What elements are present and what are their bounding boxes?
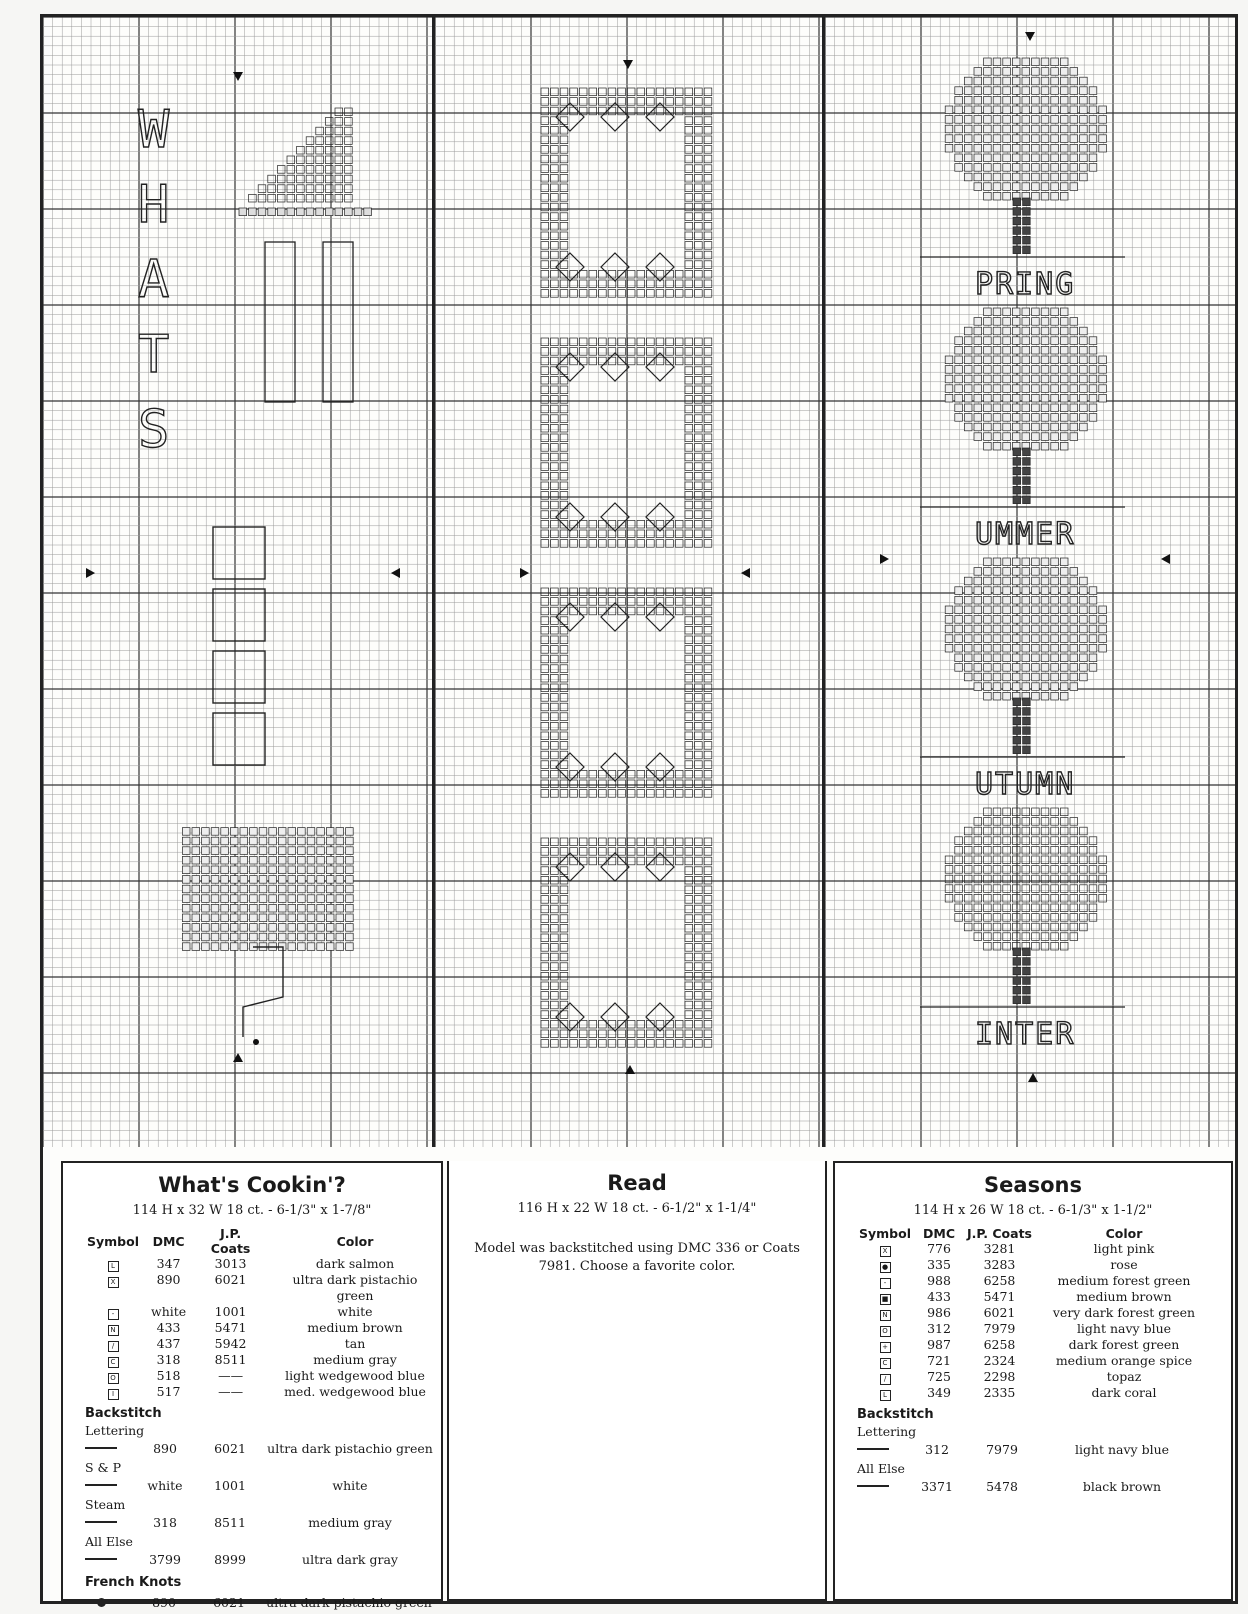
header-dmc: DMC xyxy=(152,1233,185,1249)
dmc-value: 347 xyxy=(156,1256,181,1271)
jp-coats-value: 5471 xyxy=(214,1320,247,1335)
legend-row xyxy=(853,1305,1210,1321)
letter-whats: H xyxy=(138,175,172,235)
charts-area xyxy=(43,17,1235,1147)
jp-coats-value: 6021 xyxy=(983,1305,1016,1320)
key-read xyxy=(447,1161,827,1601)
stitch-symbol-icon: C xyxy=(108,1357,119,1368)
chart-read-grid xyxy=(435,17,822,1147)
tree-trunk-4 xyxy=(1013,948,1030,1004)
backstitch-label: Lettering xyxy=(857,1424,917,1439)
dmc-value: 725 xyxy=(927,1369,951,1384)
dmc-value: white xyxy=(147,1477,183,1493)
color-name: medium gray xyxy=(313,1352,397,1367)
legend-row xyxy=(81,1256,441,1272)
legend-row xyxy=(853,1369,1210,1385)
tree-trunk-1 xyxy=(1013,198,1030,254)
legend-row xyxy=(81,1272,441,1304)
key-whats-cookin xyxy=(61,1161,443,1610)
salt-shaker xyxy=(265,242,295,402)
key-title: Read xyxy=(607,1171,667,1195)
letter-whats: W xyxy=(138,100,172,160)
stitch-symbol-icon: O xyxy=(108,1373,119,1384)
color-name: light wedgewood blue xyxy=(285,1368,425,1383)
stitch-symbol-icon: X xyxy=(108,1277,119,1288)
dmc-value: 312 xyxy=(927,1321,951,1336)
backstitch-label: All Else xyxy=(85,1534,133,1549)
color-name: white xyxy=(332,1477,368,1493)
color-name: dark coral xyxy=(1091,1385,1157,1400)
center-arrow-right xyxy=(391,568,400,578)
french-knot xyxy=(253,1039,259,1045)
backstitch-row xyxy=(857,1476,1231,1496)
header-symbol: Symbol xyxy=(87,1233,139,1249)
grid-lines xyxy=(43,17,432,1147)
tree-crown-3 xyxy=(945,558,1106,700)
dmc-value: 776 xyxy=(927,1241,951,1256)
diamond-motif xyxy=(646,1003,674,1031)
color-name: medium brown xyxy=(1076,1289,1172,1304)
color-keys xyxy=(43,1147,1235,1610)
color-name: tan xyxy=(344,1336,366,1351)
jp-coats-value: 3281 xyxy=(983,1241,1016,1256)
color-name: ultra dark pistachio green xyxy=(266,1594,432,1610)
color-name: very dark forest green xyxy=(1052,1305,1196,1320)
backstitch-label: Lettering xyxy=(85,1423,145,1438)
jp-coats-value: 5942 xyxy=(214,1336,247,1351)
dmc-value: 433 xyxy=(927,1289,951,1304)
stitch-symbol-icon: O xyxy=(880,1326,891,1337)
chart-whats-cookin xyxy=(43,17,435,1147)
jp-coats-value: 6021 xyxy=(214,1272,247,1287)
backstitch-row xyxy=(857,1439,1231,1459)
jp-coats-value: 5478 xyxy=(986,1478,1018,1494)
stitch-symbol-icon: L xyxy=(880,1390,891,1401)
color-name: ultra dark pistachio green xyxy=(292,1272,418,1303)
header-dmc: DMC xyxy=(923,1226,955,1241)
backstitch-title: Backstitch xyxy=(857,1407,934,1422)
legend-row xyxy=(81,1384,441,1400)
jp-coats-value: 7979 xyxy=(983,1321,1016,1336)
color-name: med. wedgewood blue xyxy=(284,1384,426,1399)
letter-box-cook xyxy=(213,527,265,579)
lid-cells xyxy=(249,108,353,202)
color-table xyxy=(81,1226,441,1400)
backstitch-line-icon xyxy=(85,1558,117,1560)
legend-row xyxy=(81,1336,441,1352)
backstitch-line-icon xyxy=(85,1447,117,1449)
dmc-value: 3371 xyxy=(921,1478,953,1494)
color-name: topaz xyxy=(1106,1369,1142,1384)
dmc-value: 433 xyxy=(156,1320,181,1335)
french-knot-symbol xyxy=(97,1598,106,1607)
key-title: Seasons xyxy=(984,1173,1082,1197)
color-name: rose xyxy=(1110,1257,1138,1272)
stitch-symbol-icon: - xyxy=(108,1309,119,1320)
center-arrow-left xyxy=(86,568,95,578)
color-name: medium forest green xyxy=(1057,1273,1191,1288)
dmc-value: 518 xyxy=(156,1368,181,1383)
jp-coats-value: 8511 xyxy=(214,1514,246,1530)
color-name: dark salmon xyxy=(315,1256,395,1271)
key-note: Model was backstitched using DMC 336 or Coats 7981. Choose a favorite color. xyxy=(474,1241,800,1274)
backstitch-line-icon xyxy=(85,1521,117,1523)
center-arrow-bottom xyxy=(1028,1073,1038,1082)
jp-coats-value: 2324 xyxy=(983,1353,1016,1368)
header-jp-coats: J.P. Coats xyxy=(967,1226,1032,1241)
stitch-symbol-icon: I xyxy=(108,1389,119,1400)
jp-coats-value: —— xyxy=(218,1384,244,1399)
color-name: light pink xyxy=(1093,1241,1155,1256)
dmc-value: 987 xyxy=(927,1337,951,1352)
teapot-cells xyxy=(182,828,353,951)
chart-seasons-grid xyxy=(825,17,1235,1147)
dmc-value: 318 xyxy=(153,1514,177,1530)
dmc-value: 721 xyxy=(927,1353,951,1368)
backstitch-line-icon xyxy=(857,1448,889,1450)
dmc-value: 988 xyxy=(927,1273,951,1288)
jp-coats-value: —— xyxy=(218,1368,244,1383)
stitch-symbol-icon: - xyxy=(880,1278,891,1289)
letter-box-cook xyxy=(213,651,265,703)
jp-coats-value: 2298 xyxy=(983,1369,1016,1384)
stitch-symbol-icon: X xyxy=(880,1246,891,1257)
color-name: dark forest green xyxy=(1068,1337,1180,1352)
stitch-symbol-icon: ● xyxy=(880,1262,891,1273)
legend-row xyxy=(853,1289,1210,1305)
dmc-value: 335 xyxy=(927,1257,951,1272)
backstitch-label: Steam xyxy=(85,1497,126,1512)
diamond-motif xyxy=(646,503,674,531)
dmc-value: 318 xyxy=(156,1352,181,1367)
jp-coats-value: 6258 xyxy=(983,1337,1016,1352)
stitch-symbol-icon: + xyxy=(880,1342,891,1353)
stitch-symbol-icon: / xyxy=(108,1341,119,1352)
grid-lines xyxy=(435,17,822,1147)
legend-row xyxy=(853,1321,1210,1337)
color-name: medium gray xyxy=(308,1514,392,1530)
jp-coats-value: 6021 xyxy=(214,1440,246,1456)
color-table xyxy=(853,1226,1210,1401)
color-name: light navy blue xyxy=(1074,1441,1170,1457)
jp-coats-value: 1001 xyxy=(214,1304,247,1319)
tree-crown-1 xyxy=(945,58,1106,200)
stitch-symbol-icon: ■ xyxy=(880,1294,891,1305)
dmc-value: 890 xyxy=(152,1594,176,1610)
color-name: medium orange spice xyxy=(1055,1353,1193,1368)
letter-whats: T xyxy=(138,325,172,385)
jp-coats-value: 8999 xyxy=(214,1551,246,1567)
stitch-symbol-icon: L xyxy=(108,1261,119,1272)
dmc-value: 890 xyxy=(153,1440,177,1456)
backstitch-row xyxy=(85,1549,441,1569)
color-name: ultra dark pistachio green xyxy=(267,1440,433,1456)
dmc-value: 437 xyxy=(156,1336,181,1351)
center-arrow-left xyxy=(520,568,529,578)
steam-line xyxy=(243,947,283,1037)
dmc-value: white xyxy=(151,1304,187,1319)
jp-coats-value: 3013 xyxy=(214,1256,247,1271)
jp-coats-value: 6021 xyxy=(213,1594,245,1610)
legend-row xyxy=(853,1353,1210,1369)
tree-crown-4 xyxy=(945,808,1106,950)
diamond-motif xyxy=(601,503,629,531)
legend-row xyxy=(81,1368,441,1384)
key-size: 114 H x 32 W 18 ct. - 6-1/3" x 1-7/8" xyxy=(132,1203,372,1218)
backstitch-row xyxy=(85,1475,441,1495)
stitch-symbol-icon: C xyxy=(880,1358,891,1369)
french-knot-row xyxy=(85,1592,441,1612)
dmc-value: 3799 xyxy=(149,1551,181,1567)
key-seasons xyxy=(833,1161,1233,1601)
legend-row xyxy=(853,1385,1210,1401)
key-size: 114 H x 26 W 18 ct. - 6-1/3" x 1-1/2" xyxy=(913,1203,1153,1218)
legend-row xyxy=(81,1304,441,1320)
color-name: black brown xyxy=(1082,1478,1162,1494)
color-name: white xyxy=(337,1304,373,1319)
dmc-value: 349 xyxy=(927,1385,951,1400)
pepper-shaker xyxy=(323,242,353,402)
dmc-value: 312 xyxy=(925,1441,949,1457)
legend-row xyxy=(853,1257,1210,1273)
diamond-motif xyxy=(601,753,629,781)
diamond-motif xyxy=(646,753,674,781)
backstitch-title: Backstitch xyxy=(85,1406,162,1421)
tree-trunk-3 xyxy=(1013,698,1030,754)
diamond-motif xyxy=(601,1003,629,1031)
header-color: Color xyxy=(1105,1226,1143,1241)
dmc-value: 986 xyxy=(927,1305,951,1320)
legend-row xyxy=(81,1320,441,1336)
center-arrow-left xyxy=(880,554,889,564)
center-arrow-top xyxy=(623,60,633,69)
chart-seasons xyxy=(825,17,1235,1147)
letter-box-cook xyxy=(213,589,265,641)
dmc-value: 890 xyxy=(156,1272,181,1287)
center-arrow-right xyxy=(1161,554,1170,564)
jp-coats-value: 1001 xyxy=(214,1477,246,1493)
letter-box-cook xyxy=(213,713,265,765)
french-knots-title: French Knots xyxy=(85,1575,182,1590)
header-jp-coats: J.P. Coats xyxy=(210,1226,251,1256)
pattern-page xyxy=(40,14,1238,1610)
letter-whats: A xyxy=(138,250,172,310)
stitch-symbol-icon: N xyxy=(880,1310,891,1321)
backstitch-label: All Else xyxy=(857,1461,905,1476)
header-symbol: Symbol xyxy=(859,1226,911,1241)
legend-row xyxy=(81,1352,441,1368)
dmc-value: 517 xyxy=(156,1384,181,1399)
jp-coats-value: 6258 xyxy=(983,1273,1016,1288)
backstitch-row xyxy=(85,1512,441,1532)
season-word: INTER xyxy=(975,1017,1076,1052)
backstitch-line-icon xyxy=(85,1484,117,1486)
backstitch-label: S & P xyxy=(85,1460,122,1475)
jp-coats-value: 5471 xyxy=(983,1289,1016,1304)
season-word: UTUMN xyxy=(975,767,1076,802)
color-name: ultra dark gray xyxy=(302,1551,398,1567)
backstitch-line-icon xyxy=(857,1485,889,1487)
tree-trunk-2 xyxy=(1013,448,1030,504)
jp-coats-value: 2335 xyxy=(983,1385,1016,1400)
tree-crown-2 xyxy=(945,308,1106,450)
key-size: 116 H x 22 W 18 ct. - 6-1/2" x 1-1/4" xyxy=(517,1201,757,1216)
header-color: Color xyxy=(336,1233,374,1249)
color-name: light navy blue xyxy=(1076,1321,1172,1336)
legend-row xyxy=(853,1273,1210,1289)
season-word: PRING xyxy=(975,267,1076,302)
stitch-symbol-icon: N xyxy=(108,1325,119,1336)
legend-row xyxy=(853,1241,1210,1257)
jp-coats-value: 8511 xyxy=(214,1352,247,1367)
season-word: UMMER xyxy=(975,517,1076,552)
backstitch-row xyxy=(85,1438,441,1458)
stitch-symbol-icon: / xyxy=(880,1374,891,1385)
chart-whats-cookin-grid xyxy=(43,17,432,1147)
key-title: What's Cookin'? xyxy=(158,1173,346,1197)
letter-whats: S xyxy=(138,400,172,460)
color-name: medium brown xyxy=(307,1320,403,1335)
legend-row xyxy=(853,1337,1210,1353)
jp-coats-value: 3283 xyxy=(983,1257,1016,1272)
jp-coats-value: 7979 xyxy=(986,1441,1018,1457)
chart-read xyxy=(435,17,825,1147)
